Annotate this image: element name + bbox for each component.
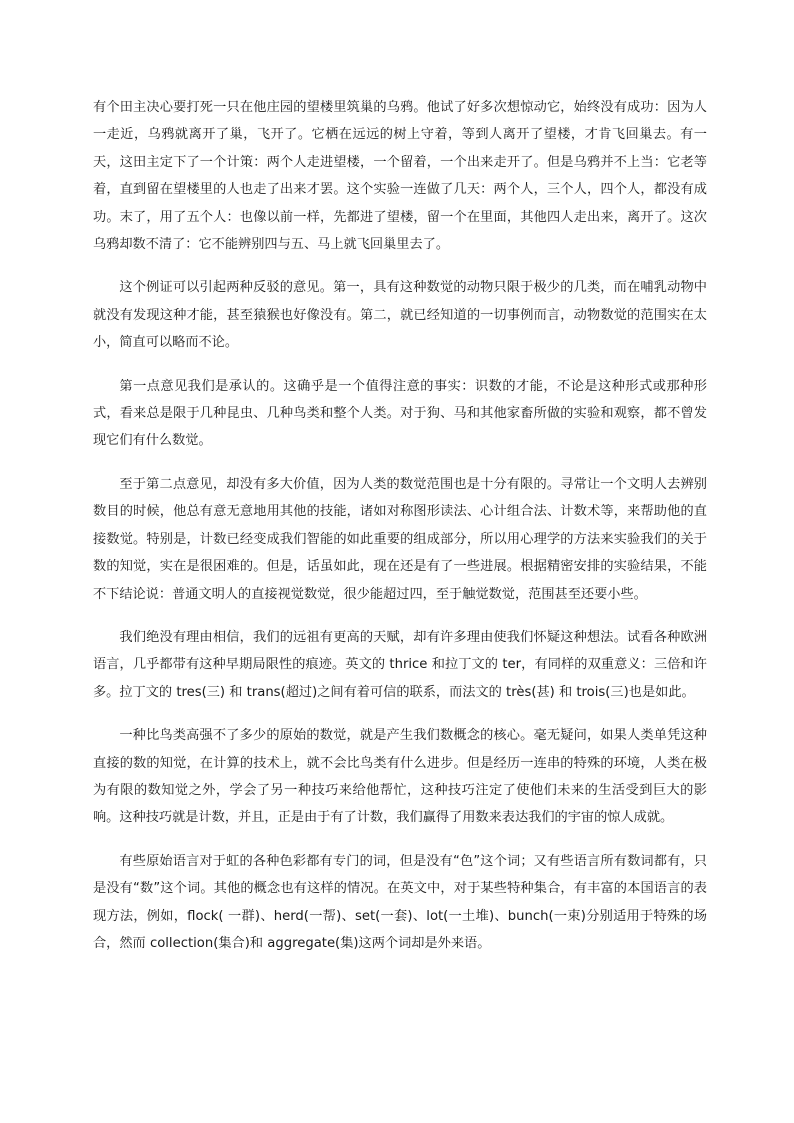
document-body: [93, 94, 707, 973]
paragraph-first-objection: 第一点意见我们是承认的。这确乎是一个值得注意的事实：识数的才能，不论是这种形式或那种形式，看来总是限于几种昆虫、几种鸟类和整个人类。对于狗、马和其他家畜所做的实验和观察，都不曾发现它们有什么数觉。: [93, 378, 707, 449]
paragraph-number-sense: 一种比鸟类高强不了多少的原始的数觉，就是产生我们数概念的核心。毫无疑问，如果人类单凭这种直接的数的知觉，在计算的技术上，就不会比鸟类有什么进步。但是经历一连串的特殊的环境，人类在极为有限的数知觉之外，学会了另一种技巧来给他帮忙，这种技巧注定了使他们未来的生活受到巨大的影响。这种技巧就是计数，并且，正是由于有了计数，我们赢得了用数来表达我们的宇宙的惊人成就。: [93, 728, 707, 826]
paragraph-objections: 这个例证可以引起两种反驳的意见。第一，具有这种数觉的动物只限于极少的几类，而在哺乳动物中就没有发现这种才能，甚至猿猴也好像没有。第二，就已经知道的一切事例而言，动物数觉的范围实在太小，简直可以略而不论。: [93, 280, 707, 351]
paragraph-crow-story: 有个田主决心要打死一只在他庄园的望楼里筑巢的乌鸦。他试了好多次想惊动它，始终没有成功：因为人一走近，乌鸦就离开了巢，飞开了。它栖在远远的树上守着，等到人离开了望楼，才肯飞回巢去。有一天，这田主定下了一个计策：两个人走进望楼，一个留着，一个出来走开了。但是乌鸦并不上当：它老等着，直到留在望楼里的人也走了出来才罢。这个实验一连做了几天：两个人，三个人，四个人，都没有成功。末了，用了五个人：也像以前一样，先都进了望楼，留一个在里面，其他四人走出来，离开了。这次乌鸦却数不清了：它不能辨别四与五、马上就飞回巢里去了。: [93, 100, 707, 253]
paragraph-ancestors: 我们绝没有理由相信，我们的远祖有更高的天赋，却有许多理由使我们怀疑这种想法。试看各种欧洲语言，几乎都带有这种早期局限性的痕迹。英文的 thrice 和拉丁文的 ter，有同样的双重意义：三倍和许多。拉丁文的 tres(三) 和 trans(超过)之间有着可信的联系，而法文的 très(甚) 和 trois(三)也是如此。: [93, 629, 707, 700]
paragraph-second-objection: 至于第二点意见，却没有多大价值，因为人类的数觉范围也是十分有限的。寻常让一个文明人去辨别数目的时候，他总有意无意地用其他的技能，诸如对称图形读法、心计组合法、计数术等，来帮助他的直接数觉。特别是，计数已经变成我们智能的如此重要的组成部分，所以用心理学的方法来实验我们的关于数的知觉，实在是很困难的。但是，话虽如此，现在还是有了一些进展。根据精密安排的实验结果，不能不下结论说：普通文明人的直接视觉数觉，很少能超过四，至于触觉数觉，范围甚至还要小些。: [93, 476, 707, 602]
paragraph-primitive-languages: 有些原始语言对于虹的各种色彩都有专门的词，但是没有“色”这个词；又有些语言所有数词都有，只是没有“数”这个词。其他的概念也有这样的情况。在英文中，对于某些特种集合，有丰富的本国语言的表现方法，例如，flock( 一群)、herd(一帮)、set(一套)、lot(一土堆)、bunch(一束)分别适用于特殊的场合，然而 collection(集合)和 aggregate(集)这两个词却是外来语。: [93, 853, 707, 951]
